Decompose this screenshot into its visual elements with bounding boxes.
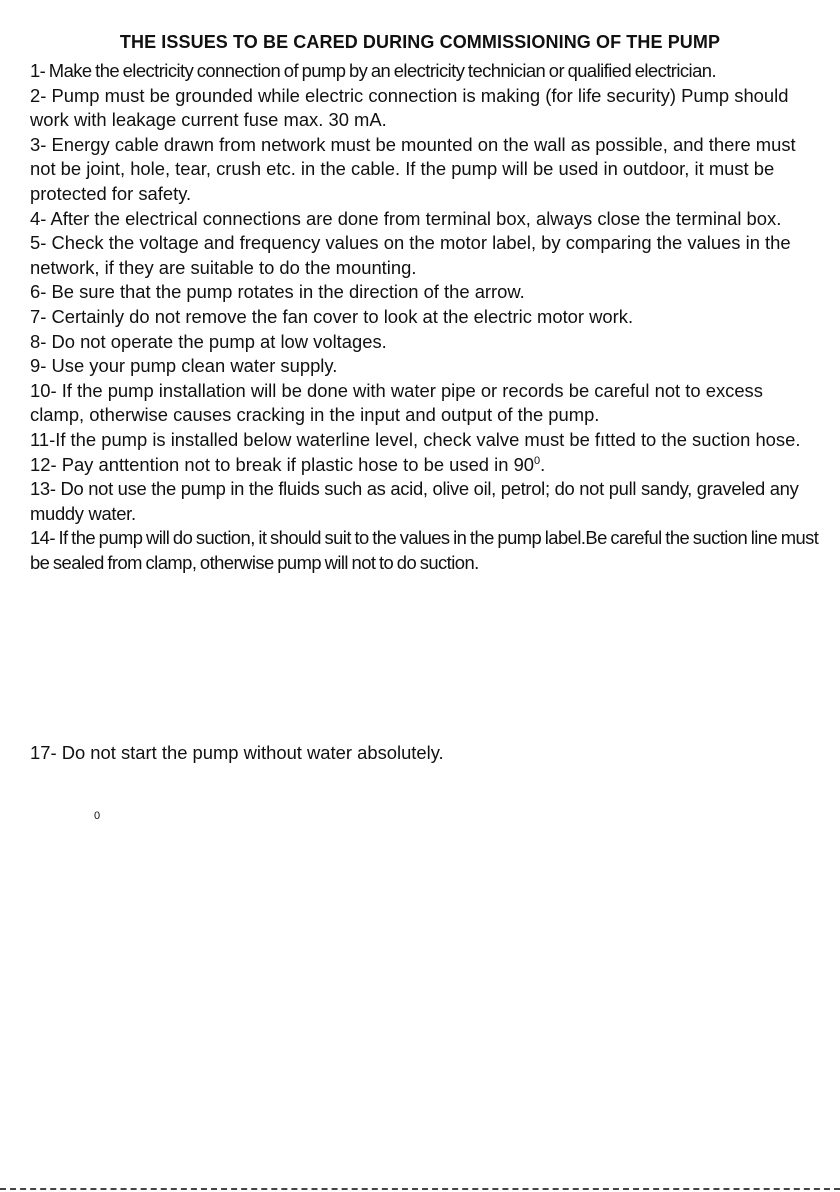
bottom-dashed-rule bbox=[0, 1188, 840, 1190]
page-title: THE ISSUES TO BE CARED DURING COMMISSIONING OF THE PUMP bbox=[119, 32, 721, 52]
stray-mark: 0 bbox=[94, 810, 101, 822]
list-item-5: 5- Check the voltage and frequency values on the motor label, by comparing the values in the network, if they are suitable to do the mounting. bbox=[30, 232, 791, 278]
list-item-17: 17- Do not start the pump without water absolutely. bbox=[30, 742, 444, 763]
list-item-2: 2- Pump must be grounded while electric connection is making (for life security) Pump should work with leakage current fuse max. 30 mA. bbox=[30, 84, 789, 131]
list-item-3: 3- Energy cable drawn from network must be mounted on the wall as possible, and there must not be joint, hole, tear, crush etc. in the cable. If the pump will be used in outdoor, it must be protected for safety. bbox=[30, 133, 796, 204]
list-item-9: 9- Use your pump clean water supply. bbox=[30, 355, 338, 377]
list-item-1: 1- Make the electricity connection of pump by an electricity technician or qualified electrician. bbox=[30, 60, 716, 81]
list-item-10: 10- If the pump installation will be done with water pipe or records be careful not to excess clamp, otherwise causes cracking in the input and output of the pump. bbox=[30, 379, 763, 426]
list-item-13: 13- Do not use the pump in the fluids such as acid, olive oil, petrol; do not pull sandy, graveled any muddy water. bbox=[30, 478, 799, 524]
list-item-4: 4- After the electrical connections are done from terminal box, always close the terminal box. bbox=[30, 207, 782, 229]
list-item-11: 11-If the pump is installed below waterline level, check valve must be fıtted to the suction hose. bbox=[30, 428, 801, 450]
list-item-12-suffix: . bbox=[540, 453, 546, 475]
instruction-list bbox=[30, 59, 820, 575]
list-item-12-text: 12- Pay anttention not to break if plastic hose to be used in 90 bbox=[30, 453, 535, 475]
degree-superscript: 0 bbox=[534, 454, 541, 467]
list-item-7: 7- Certainly do not remove the fan cover to look at the electric motor work. bbox=[30, 305, 634, 327]
list-item-14: 14- If the pump will do suction, it should suit to the values in the pump label.Be careful the suction line must be sealed from clamp, otherwise pump will not to do suction. bbox=[30, 527, 819, 573]
list-item-6: 6- Be sure that the pump rotates in the direction of the arrow. bbox=[30, 281, 525, 303]
list-item-8: 8- Do not operate the pump at low voltages. bbox=[30, 330, 387, 352]
list-item-12 bbox=[30, 453, 820, 478]
